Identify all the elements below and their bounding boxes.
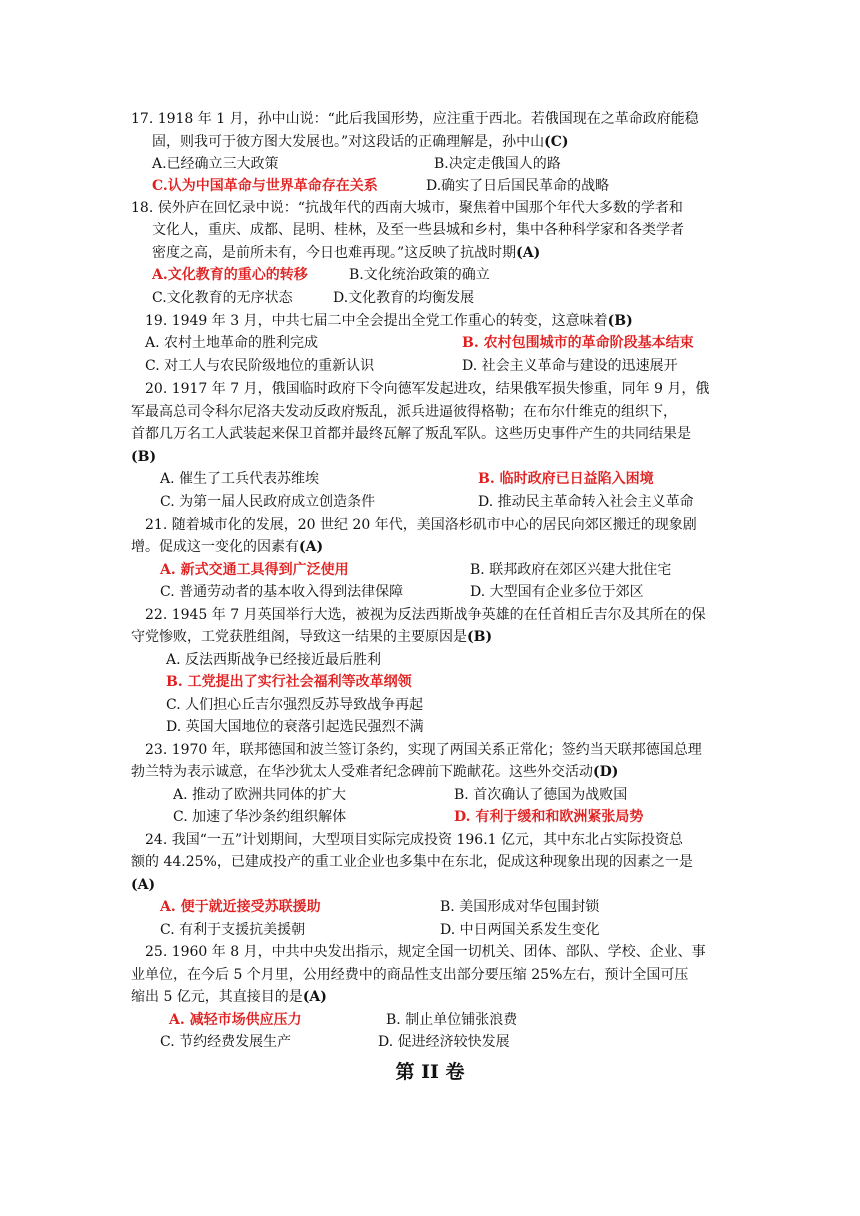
q18-answer-key: (A): [516, 245, 541, 261]
q24-option-a: A. 便于就近接受苏联援助: [160, 899, 321, 915]
q24-line-1: 24. 我国“一五”计划期间，大型项目实际完成投资 196.1 亿元，其中东北占实际投资总: [145, 832, 684, 848]
q23-option-a: A. 推动了欧洲共同体的扩大: [173, 787, 347, 803]
q22-stem-text: 守党惨败，工党获胜组阁，导致这一结果的主要原因是: [131, 629, 467, 645]
q19-option-b: B. 农村包围城市的革命阶段基本结束: [462, 335, 694, 351]
q20-option-b: B. 临时政府已日益陷入困境: [478, 471, 654, 487]
q19-line-1: [145, 312, 633, 330]
q25-answer-key: (A): [302, 989, 327, 1005]
q20-option-d: D. 推动民主革命转入社会主义革命: [478, 494, 694, 510]
q19-option-a: A. 农村土地革命的胜利完成: [145, 335, 319, 351]
q17-option-a: A.已经确立三大政策: [152, 156, 279, 172]
q23-option-c: C. 加速了华沙条约组织解体: [173, 809, 347, 825]
q17-option-d: D.确实了日后国民革命的战略: [426, 178, 610, 194]
q20-answer-key: (B): [131, 449, 157, 465]
q21-line-1: 21. 随着城市化的发展，20 世纪 20 年代，美国洛杉矶市中心的居民向郊区搬迁的现象剧: [145, 517, 697, 533]
q20-option-c: C. 为第一届人民政府成立创造条件: [160, 494, 376, 510]
q25-option-c: C. 节约经费发展生产: [160, 1034, 292, 1050]
q22-line-1: 22. 1945 年 7 月英国举行大选，被视为反法西斯战争英雄的在任首相丘吉尔及其所在的保: [145, 607, 706, 623]
q19-option-c: C. 对工人与农民阶级地位的重新认识: [145, 358, 375, 374]
q21-option-a: A. 新式交通工具得到广泛使用: [160, 562, 349, 578]
q20-line-1: 20. 1917 年 7 月，俄国临时政府下令向德军发起进攻，结果俄军损失惨重，同年 9 月，俄: [145, 381, 710, 397]
q25-option-b: B. 制止单位铺张浪费: [386, 1012, 518, 1028]
q17-option-c: C.认为中国革命与世界革命存在关系: [152, 178, 378, 194]
q18-option-a: A.文化教育的重心的转移: [152, 267, 308, 283]
q19-option-d: D. 社会主义革命与建设的迅速展开: [462, 358, 678, 374]
q24-option-c: C. 有利于支援抗美援朝: [160, 922, 306, 938]
q23-option-b: B. 首次确认了德国为战败国: [454, 787, 628, 803]
q20-line-2: 军最高总司令科尔尼洛夫发动反政府叛乱，派兵进逼彼得格勒；在布尔什维克的组织下，: [131, 404, 677, 420]
q18-line-1: 18. 侯外庐在回忆录中说：“抗战年代的西南大城市，聚焦着中国那个年代大多数的学者和: [131, 200, 683, 216]
section-heading: 第 II 卷: [395, 1061, 465, 1083]
q22-option-c: C. 人们担心丘吉尔强烈反苏导致战争再起: [166, 697, 424, 713]
q22-option-d: D. 英国大国地位的衰落引起选民强烈不满: [166, 719, 424, 735]
q24-option-b: B. 美国形成对华包围封锁: [440, 899, 600, 915]
q23-line-1: 23. 1970 年，联邦德国和波兰签订条约，实现了两国关系正常化；签约当天联邦德国总理: [145, 742, 702, 758]
q17-stem-text: 固，则我可于彼方图大发展也。”对这段话的正确理解是，孙中山: [152, 134, 545, 150]
q21-answer-key: (A): [299, 539, 324, 555]
q19-answer-key: (B): [607, 313, 633, 329]
q18-line-3: [152, 244, 540, 262]
q24-option-d: D. 中日两国关系发生变化: [440, 922, 600, 938]
q21-option-d: D. 大型国有企业多位于郊区: [470, 584, 644, 600]
q21-option-c: C. 普通劳动者的基本收入得到法律保障: [160, 584, 404, 600]
q25-line-1: 25. 1960 年 8 月，中共中央发出指示，规定全国一切机关、团体、部队、学校、企业、事: [145, 944, 706, 960]
q22-option-b: B. 工党提出了实行社会福利等改革纲领: [166, 674, 412, 690]
q24-answer-key: (A): [131, 877, 156, 893]
q18-option-d: D.文化教育的均衡发展: [333, 290, 475, 306]
q23-option-d: D. 有利于缓和和欧洲紧张局势: [454, 809, 644, 825]
q21-stem-text: 增。促成这一变化的因素有: [131, 539, 299, 555]
q18-stem-text: 密度之高，是前所未有，今日也难再现。”这反映了抗战时期: [152, 245, 517, 261]
q20-option-a: A. 催生了工兵代表苏维埃: [160, 471, 320, 487]
q17-option-b: B.决定走俄国人的路: [434, 156, 561, 172]
q23-line-2: [131, 763, 618, 781]
q25-stem-text: 缩出 5 亿元，其直接目的是: [131, 989, 303, 1005]
q21-line-2: [131, 538, 323, 556]
q17-line-1: 17. 1918 年 1 月，孙中山说：“此后我国形势，应注重于西北。若俄国现在之革命政府能稳: [131, 111, 699, 127]
q21-option-b: B. 联邦政府在郊区兴建大批住宅: [470, 562, 672, 578]
q25-line-3: [131, 988, 327, 1006]
q22-line-2: [131, 628, 492, 646]
q25-line-2: 业单位，在今后 5 个月里，公用经费中的商品性支出部分要压缩 25%左右，预计全国可压: [131, 967, 689, 983]
q25-option-a: A. 减轻市场供应压力: [169, 1012, 302, 1028]
q23-answer-key: (D): [593, 764, 619, 780]
q18-option-c: C.文化教育的无序状态: [152, 290, 293, 306]
q18-option-b: B.文化统治政策的确立: [349, 267, 490, 283]
q18-line-2: 文化人，重庆、成都、昆明、桂林，及至一些县城和乡村，集中各种科学家和各类学者: [152, 222, 684, 238]
q17-answer-key: (C): [544, 134, 569, 150]
q23-stem-text: 勃兰特为表示诚意，在华沙犹太人受难者纪念碑前下跪献花。这些外交活动: [131, 764, 593, 780]
q22-answer-key: (B): [467, 629, 493, 645]
q22-option-a: A. 反法西斯战争已经接近最后胜利: [166, 652, 382, 668]
q19-stem-text: 19. 1949 年 3 月，中共七届二中全会提出全党工作重心的转变，这意味着: [145, 313, 608, 329]
q25-option-d: D. 促进经济较快发展: [378, 1034, 510, 1050]
q24-line-2: 额的 44.25%，已建成投产的重工业企业也多集中在东北，促成这种现象出现的因素之一是: [131, 854, 693, 870]
q17-line-2: [152, 133, 569, 151]
q20-line-3: 首都几万名工人武装起来保卫首都并最终瓦解了叛乱军队。这些历史事件产生的共同结果是: [131, 426, 691, 442]
